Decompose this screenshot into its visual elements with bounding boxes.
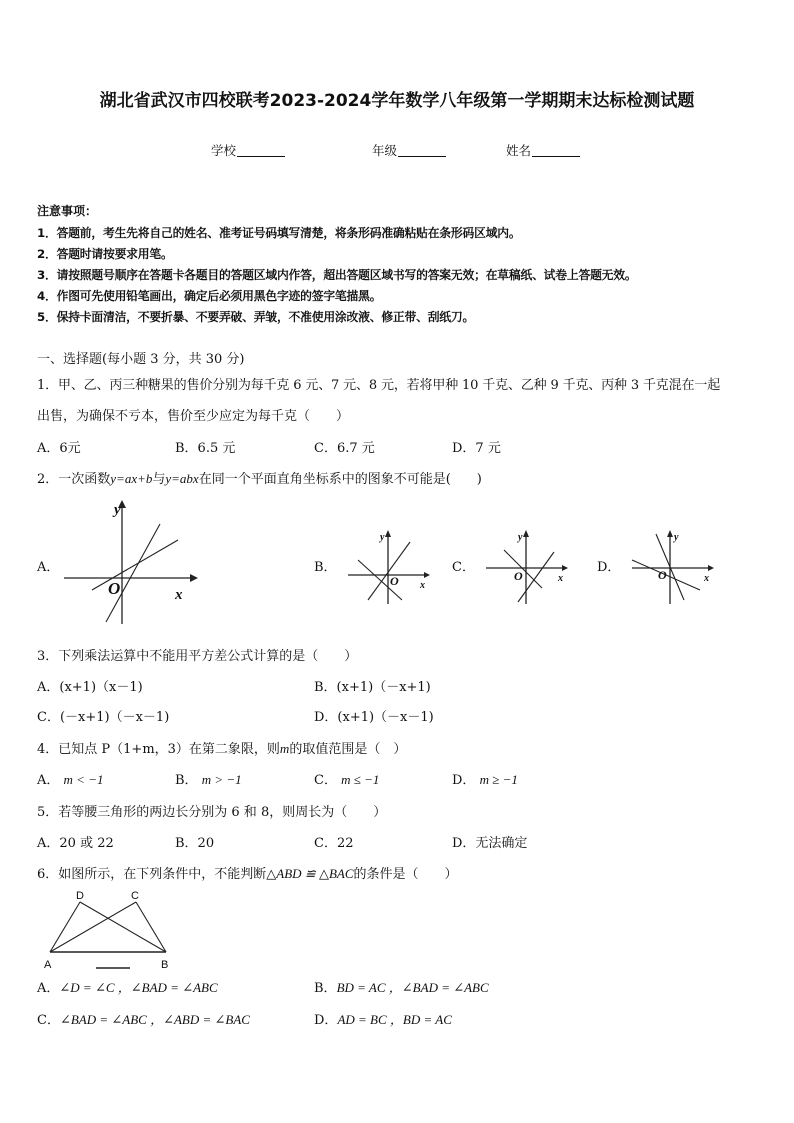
school-blank[interactable] bbox=[237, 143, 285, 157]
q4-option-a[interactable] bbox=[37, 769, 103, 788]
q2-graph-a bbox=[58, 498, 198, 626]
name-blank[interactable] bbox=[532, 143, 580, 157]
section-heading: 一、选择题(每小题 3 分，共 30 分) bbox=[37, 352, 245, 367]
x-axis-label: x bbox=[175, 587, 183, 603]
q1-option-a[interactable]: A．6元 bbox=[37, 441, 81, 456]
q2-prefix: 2．一次函数 bbox=[37, 472, 111, 487]
school-label: 学校 bbox=[211, 143, 237, 158]
option-letter: D． bbox=[452, 773, 476, 788]
q2-option-c[interactable]: C． bbox=[452, 560, 475, 575]
x-axis-label: x bbox=[420, 580, 425, 591]
q1-option-b[interactable]: B．6.5 元 bbox=[175, 441, 236, 456]
x-axis-label: x bbox=[704, 573, 709, 584]
option-letter: D． bbox=[314, 1013, 338, 1028]
page-title: 湖北省武汉市四校联考2023-2024学年数学八年级第一学期期末达标检测试题 bbox=[99, 91, 695, 111]
question-1-line2: 出售，为确保不亏本，售价至少应定为每千克（ ） bbox=[37, 409, 350, 424]
name-field[interactable] bbox=[506, 141, 580, 159]
question-4-stem bbox=[37, 738, 406, 757]
q4-option-d[interactable] bbox=[452, 769, 518, 788]
option-expr: BD = AC ，∠BAD = ∠ABC bbox=[336, 980, 489, 995]
option-expr: m > −1 bbox=[201, 772, 242, 787]
q6-option-d[interactable] bbox=[314, 1009, 452, 1028]
q2-function-2: y=abx bbox=[165, 471, 199, 486]
q4-option-b[interactable] bbox=[175, 769, 242, 788]
q5-option-a[interactable]: A．20 或 22 bbox=[37, 836, 114, 851]
q2-graph-c bbox=[482, 528, 574, 606]
question-5-stem: 5．若等腰三角形的两边长分别为 6 和 8，则周长为（ ） bbox=[37, 805, 387, 820]
vertex-d-label: D bbox=[76, 890, 84, 902]
notes-heading: 注意事项： bbox=[37, 204, 98, 218]
q3-option-c[interactable]: C．(－x+1)（－x－1) bbox=[37, 710, 170, 725]
option-letter: C． bbox=[314, 773, 337, 788]
q2-function-1: y=ax+b bbox=[110, 471, 153, 486]
option-letter: A． bbox=[37, 773, 60, 788]
q3-option-b[interactable]: B．(x+1)（－x+1) bbox=[314, 680, 431, 695]
q5-option-c[interactable]: C．22 bbox=[314, 836, 354, 851]
q2-graph-b bbox=[344, 528, 436, 606]
origin-label: O bbox=[390, 574, 399, 588]
q6-option-c[interactable] bbox=[37, 1009, 250, 1028]
note-item: 4．作图可先使用铅笔画出，确定后必须用黑色字迹的签字笔描黑。 bbox=[37, 289, 382, 303]
vertex-a-label: A bbox=[44, 959, 52, 971]
origin-label: O bbox=[658, 568, 667, 582]
q3-option-d[interactable]: D．(x+1)（－x－1) bbox=[314, 710, 434, 725]
q6-option-b[interactable] bbox=[314, 977, 489, 996]
y-axis-label: y bbox=[380, 532, 385, 543]
note-item: 5．保持卡面清洁，不要折暴、不要弄破、弄皱，不准使用涂改液、修正带、刮纸刀。 bbox=[37, 310, 475, 324]
y-axis-label: y bbox=[518, 532, 523, 543]
origin-label: O bbox=[514, 569, 523, 583]
q6-prefix: 6．如图所示，在下列条件中，不能判断 bbox=[37, 867, 267, 882]
q4-suffix: 的取值范围是（ ） bbox=[289, 742, 407, 757]
q3-option-a[interactable]: A．(x+1)（x－1) bbox=[37, 680, 143, 695]
grade-label: 年级 bbox=[372, 143, 398, 158]
grade-field[interactable] bbox=[372, 141, 446, 159]
question-2-stem bbox=[37, 468, 482, 487]
q2-suffix: 在同一个平面直角坐标系中的图象不可能是( ) bbox=[198, 472, 482, 487]
origin-label: O bbox=[108, 579, 121, 598]
name-label: 姓名 bbox=[506, 143, 532, 158]
question-3-stem: 3．下列乘法运算中不能用平方差公式计算的是（ ） bbox=[37, 649, 358, 664]
option-letter: C． bbox=[37, 1013, 60, 1028]
option-expr: ∠BAD = ∠ABC ，∠ABD = ∠BAC bbox=[59, 1012, 250, 1027]
q6-expression: △ABD ≌ △BAC bbox=[266, 866, 354, 881]
x-axis-label: x bbox=[558, 573, 563, 584]
q2-mid: 与 bbox=[152, 472, 166, 487]
option-expr: ∠D = ∠C ，∠BAD = ∠ABC bbox=[59, 980, 218, 995]
vertex-c-label: C bbox=[131, 890, 139, 902]
option-expr: AD = BC ，BD = AC bbox=[337, 1012, 452, 1027]
q4-option-c[interactable] bbox=[314, 769, 379, 788]
q4-variable: m bbox=[279, 741, 290, 756]
q5-option-d[interactable]: D．无法确定 bbox=[452, 836, 528, 851]
grade-blank[interactable] bbox=[398, 143, 446, 157]
option-expr: m < −1 bbox=[63, 772, 104, 787]
q2-option-a[interactable]: A． bbox=[37, 560, 60, 575]
school-field[interactable] bbox=[211, 141, 285, 159]
q4-prefix: 4．已知点 P（1+m，3）在第二象限，则 bbox=[37, 742, 280, 757]
note-item: 3．请按照题号顺序在答题卡各题目的答题区域内作答，超出答题区域书写的答案无效；在草稿纸、试卷上答题无效。 bbox=[37, 268, 637, 282]
option-letter: B． bbox=[314, 981, 337, 996]
q6-option-a[interactable] bbox=[37, 977, 218, 996]
note-item: 2．答题时请按要求用笔。 bbox=[37, 247, 173, 261]
q6-figure bbox=[40, 888, 180, 974]
question-6-stem bbox=[37, 863, 458, 882]
option-letter: A． bbox=[37, 981, 60, 996]
q2-option-b[interactable]: B． bbox=[314, 560, 337, 575]
q5-option-b[interactable]: B．20 bbox=[175, 836, 215, 851]
question-1-line1: 1．甲、乙、丙三种糖果的售价分别为每千克 6 元、7 元、8 元，若将甲种 10 千克、乙种 9 千克、丙种 3 千克混在一起 bbox=[37, 378, 721, 393]
q2-graph-d bbox=[628, 528, 720, 606]
q6-suffix: 的条件是（ ） bbox=[353, 867, 458, 882]
option-expr: m ≤ −1 bbox=[341, 772, 380, 787]
vertex-b-label: B bbox=[161, 959, 169, 971]
y-axis-label: y bbox=[114, 502, 121, 518]
option-expr: m ≥ −1 bbox=[479, 772, 518, 787]
note-item: 1．答题前，考生先将自己的姓名、准考证号码填写清楚，将条形码准确粘贴在条形码区域内。 bbox=[37, 226, 521, 240]
q2-option-d[interactable]: D． bbox=[597, 560, 621, 575]
q1-option-c[interactable]: C．6.7 元 bbox=[314, 441, 375, 456]
option-letter: B． bbox=[175, 773, 198, 788]
q1-option-d[interactable]: D．7 元 bbox=[452, 441, 501, 456]
y-axis-label: y bbox=[674, 532, 679, 543]
